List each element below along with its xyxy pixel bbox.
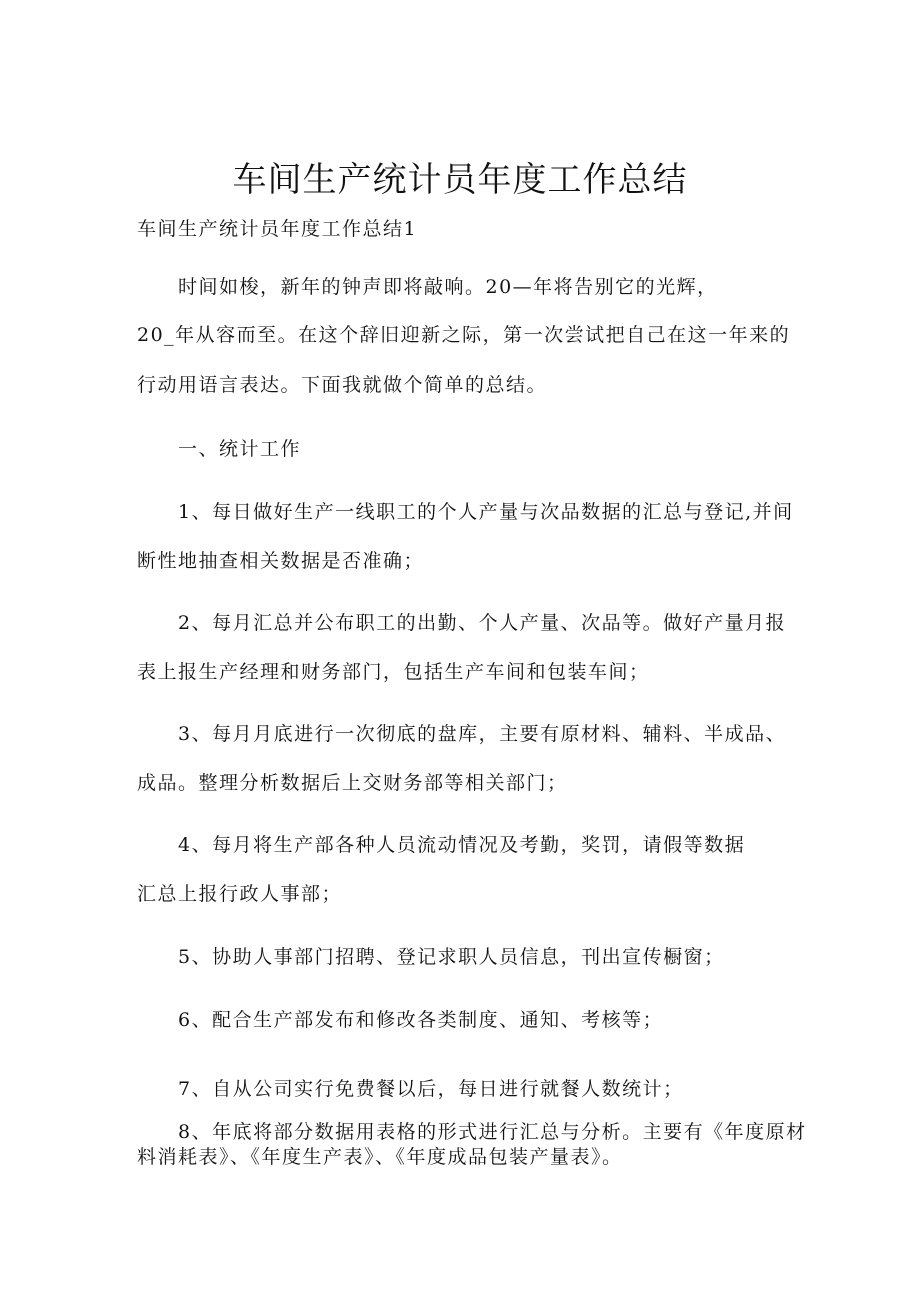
section-heading: 一、统计工作 <box>178 438 302 460</box>
item-2-line-2: 表上报生产经理和财务部门，包括生产车间和包装车间； <box>137 661 650 683</box>
item-1-line-2: 断性地抽查相关数据是否准确； <box>137 550 425 572</box>
item-8-line-1: 8、年底将部分数据用表格的形式进行汇总与分析。主要有《年度原材 <box>178 1121 807 1143</box>
intro-line-3: 行动用语言表达。下面我就做个简单的总结。 <box>137 374 548 396</box>
intro-line-1: 时间如梭，新年的钟声即将敲响。20—年将告别它的光辉， <box>178 276 718 298</box>
document-title: 车间生产统计员年度工作总结 <box>232 160 688 200</box>
item-5-line-1: 5、协助人事部门招聘、登记求职人员信息，刊出宣传橱窗； <box>178 946 725 968</box>
item-3-line-2: 成品。整理分析数据后上交财务部等相关部门； <box>137 772 568 794</box>
item-4-line-2: 汇总上报行政人事部； <box>137 883 343 905</box>
intro-line-2: 20_年从容而至。在这个辞旧迎新之际，第一次尝试把自己在这一年来的 <box>137 324 791 346</box>
item-7-line-1: 7、自从公司实行免费餐以后，每日进行就餐人数统计； <box>178 1078 684 1100</box>
item-6-line-1: 6、配合生产部发布和修改各类制度、通知、考核等； <box>178 1009 664 1031</box>
item-4-line-1: 4、每月将生产部各种人员流动情况及考勤，奖罚，请假等数据 <box>178 834 746 856</box>
item-2-line-1: 2、每月汇总并公布职工的出勤、个人产量、次品等。做好产量月报 <box>178 612 787 634</box>
item-8-line-2: 料消耗表》、《年度生产表》、《年度成品包装产量表》。 <box>137 1146 623 1168</box>
item-1-line-1: 1、每日做好生产一线职工的个人产量与次品数据的汇总与登记,并间 <box>178 501 794 523</box>
document-subtitle: 车间生产统计员年度工作总结1 <box>137 218 418 240</box>
item-3-line-1: 3、每月月底进行一次彻底的盘库，主要有原材料、辅料、半成品、 <box>178 723 787 745</box>
